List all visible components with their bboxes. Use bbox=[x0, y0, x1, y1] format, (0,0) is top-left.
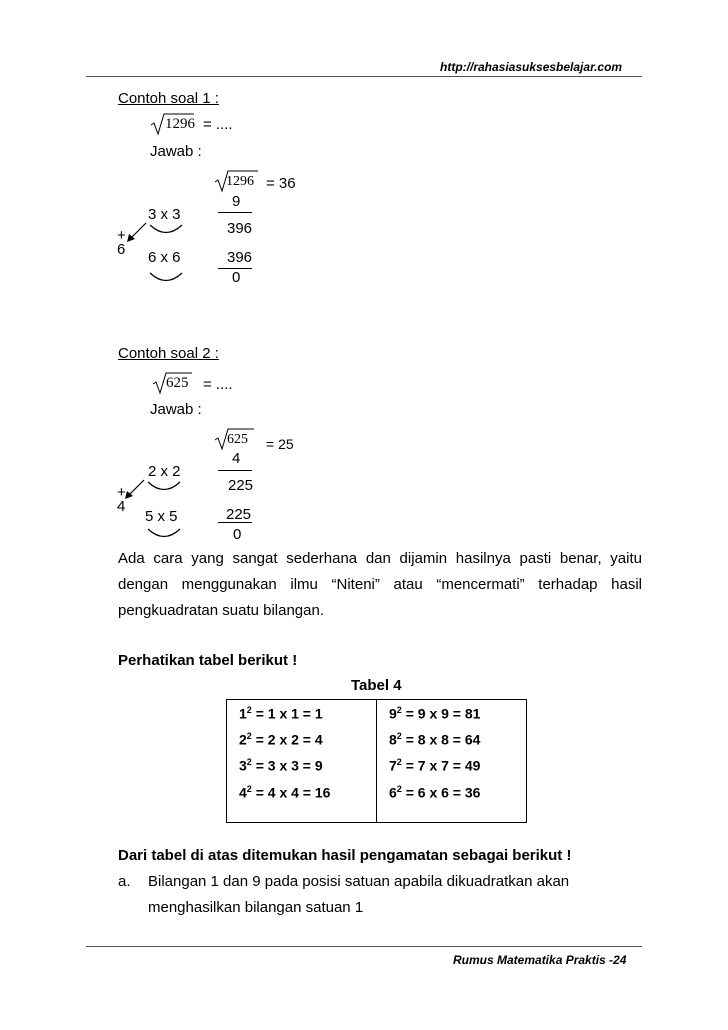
paragraph-line: Ada cara yang sangat sederhana dan dijamin hasilnya pasti benar, yaitu bbox=[118, 550, 642, 567]
example1-plus-digit: 6 bbox=[117, 241, 126, 258]
table-row bbox=[227, 752, 527, 778]
example1-result: = 36 bbox=[266, 175, 296, 192]
example2-answer-label: Jawab : bbox=[150, 401, 202, 418]
list-item-line: Bilangan 1 dan 9 pada posisi satuan apabila dikuadratkan akan bbox=[148, 873, 570, 890]
example2-step2: 5 x 5 bbox=[145, 508, 178, 525]
table-title: Tabel 4 bbox=[351, 677, 402, 694]
table-cell: $7^2 = 7$ x 7 = 49 bbox=[377, 752, 527, 778]
table-cell: $2^2 = 2$ x 2 = 4 bbox=[227, 726, 377, 752]
example2-plus: + bbox=[117, 484, 126, 501]
arc-icon bbox=[146, 222, 186, 238]
example1-line4: 0 bbox=[232, 269, 241, 286]
footer-text: Rumus Matematika Praktis -24 bbox=[453, 953, 627, 967]
subtraction-bar bbox=[218, 522, 252, 523]
list-marker: a. bbox=[118, 873, 131, 890]
example2-step1: 2 x 2 bbox=[148, 463, 181, 480]
arc-icon bbox=[144, 526, 184, 542]
example2-problem-number: 625 bbox=[166, 375, 189, 391]
table-row bbox=[227, 700, 527, 727]
footer-divider bbox=[86, 946, 642, 947]
arc-icon bbox=[144, 479, 184, 495]
example1-problem-number: 1296 bbox=[165, 116, 195, 132]
example1-problem-equals: = .... bbox=[203, 116, 233, 133]
example1-plus: + bbox=[117, 227, 126, 244]
table-cell: $3^2 = 3$ x 3 = 9 bbox=[227, 752, 377, 778]
arrow-icon bbox=[124, 220, 150, 244]
example2-result: = 25 bbox=[266, 436, 294, 452]
example2-plus-digit: 4 bbox=[117, 498, 126, 515]
example2-line3: 225 bbox=[226, 506, 252, 523]
example2-title: Contoh soal 2 : bbox=[118, 345, 219, 362]
example2-line2: 225 bbox=[228, 477, 254, 494]
subtraction-bar bbox=[218, 212, 252, 213]
example1-line2: 396 bbox=[227, 220, 253, 237]
table-cell: $4^2 = 4$ x 4 = 16 bbox=[227, 778, 377, 823]
example2-problem-equals: = .... bbox=[203, 376, 233, 393]
table-row bbox=[227, 726, 527, 752]
example1-answer-label: Jawab : bbox=[150, 143, 202, 160]
list-item-line: menghasilkan bilangan satuan 1 bbox=[148, 899, 364, 916]
example1-step1: 3 x 3 bbox=[148, 206, 181, 223]
header-url: http://rahasiasuksesbelajar.com bbox=[440, 60, 623, 74]
observation-heading: Dari tabel di atas ditemukan hasil pengamatan sebagai berikut ! bbox=[118, 847, 572, 864]
squares-table bbox=[226, 699, 527, 823]
arc-icon bbox=[146, 270, 186, 286]
example1-step2: 6 x 6 bbox=[148, 249, 181, 266]
paragraph-line: dengan menggunakan ilmu “Niteni” atau “mencermati” terhadap hasil bbox=[118, 576, 642, 593]
table-cell: $9^2 = 9$ x 9 = 81 bbox=[377, 700, 527, 727]
table-row bbox=[227, 778, 527, 823]
arrow-icon bbox=[122, 477, 148, 501]
header-divider bbox=[86, 76, 642, 77]
table-cell: $1^2 = 1$ x 1 = 1 bbox=[227, 700, 377, 727]
example1-line3: 396 bbox=[227, 249, 253, 266]
explanation-paragraph bbox=[118, 546, 642, 624]
example1-line1: 9 bbox=[232, 193, 241, 210]
table-cell: $6^2 = 6$ x 6 = 36 bbox=[377, 778, 527, 823]
subtraction-bar bbox=[218, 470, 252, 471]
table-intro: Perhatikan tabel berikut ! bbox=[118, 652, 298, 669]
paragraph-line: pengkuadratan suatu bilangan. bbox=[118, 602, 325, 619]
example2-work-number: 625 bbox=[227, 432, 248, 447]
example1-work-number: 1296 bbox=[226, 174, 254, 189]
example1-title: Contoh soal 1 : bbox=[118, 90, 219, 107]
example2-line4: 0 bbox=[233, 526, 242, 543]
example2-line1: 4 bbox=[232, 450, 241, 467]
table-cell: $8^2 = 8$ x 8 = 64 bbox=[377, 726, 527, 752]
